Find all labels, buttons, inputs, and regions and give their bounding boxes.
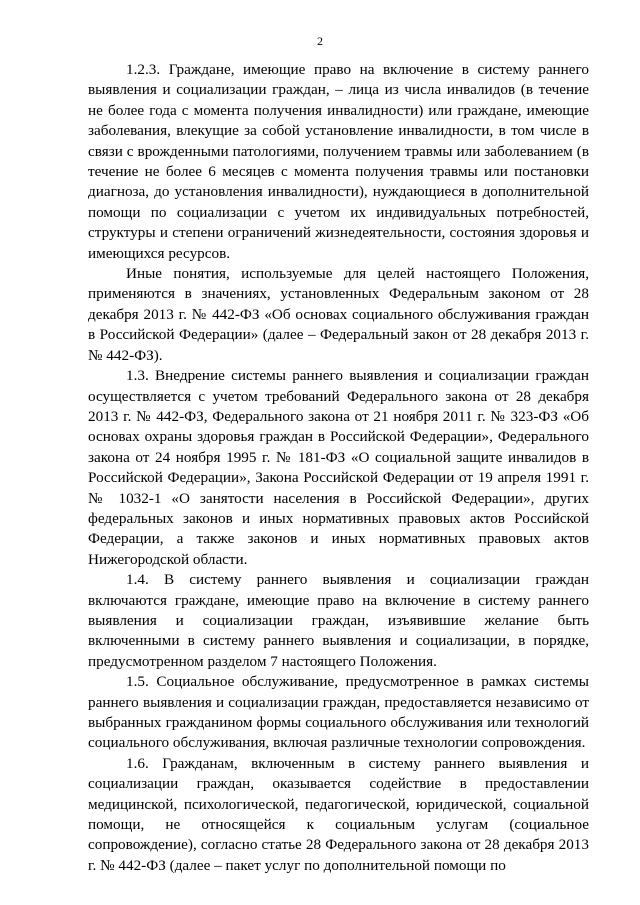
paragraph-1-3: 1.3. Внедрение системы раннего выявления и социализации граждан осуществляется с учетом требований Федерального закона от 28 декабря 2013 г. № 442-ФЗ, Федерального закона от 21 ноября 2011 г. № 323-ФЗ «Об основах охраны здоровья граждан в Российской Федерации», Федерального закона от 24 ноября 1995 г. № 181-ФЗ «О социальной защите инвалидов в Российской Федерации», Закона Российской Федерации от 19 апреля 1991 г. № 1032-1 «О занятости населения в Российской Федерации», других федеральных законов и иных нормативных правовых актов Российской Федерации, а также законов и иных нормативных правовых актов Нижегородской области. [88,367,589,568]
paragraph-other-terms: Иные понятия, используемые для целей настоящего Положения, применяются в значениях, установленных Федеральным законом от 28 декабря 2013 г. № 442-ФЗ «Об основах социального обслуживания граждан в Российской Федерации» (далее – Федеральный закон от 28 декабря 2013 г. № 442-ФЗ). [88,265,589,364]
paragraph-1-5: 1.5. Социальное обслуживание, предусмотренное в рамках системы раннего выявления и социализации граждан, предоставляется независимо от выбранных гражданином формы социального обслуживания или технологий социального обслуживания, включая различные технологии сопровождения. [88,673,589,752]
paragraph-1-4: 1.4. В систему раннего выявления и социализации граждан включаются граждане, имеющие право на включение в систему раннего выявления и социализации граждан, изъявившие желание быть включенными в систему раннего выявления и социализации, в порядке, предусмотренном разделом 7 настоящего Положения. [88,571,589,670]
document-body [88,60,589,876]
paragraph-1-2-3: 1.2.3. Граждане, имеющие право на включение в систему раннего выявления и социализации граждан, – лица из числа инвалидов (в течение не более года с момента получения инвалидности) или граждане, имеющие заболевания, влекущие за собой установление инвалидности, в том числе в связи с врожденными патологиями, получением травмы или заболеванием (в течение не более 6 месяцев с момента получения травмы или постановки диагноза, до установления инвалидности), нуждающиеся в дополнительной помощи по социализации с учетом их индивидуальных потребностей, структуры и степени ограничений жизнедеятельности, состояния здоровья и имеющихся ресурсов. [88,61,589,262]
paragraph-1-6: 1.6. Гражданам, включенным в систему раннего выявления и социализации граждан, оказывается содействие в предоставлении медицинской, психологической, педагогической, юридической, социальной помощи, не относящейся к социальным услугам (социальное сопровождение), согласно статье 28 Федерального закона от 28 декабря 2013 г. № 442-ФЗ (далее – пакет услуг по дополнительной помощи по [88,754,589,874]
page-number: 2 [317,34,323,48]
